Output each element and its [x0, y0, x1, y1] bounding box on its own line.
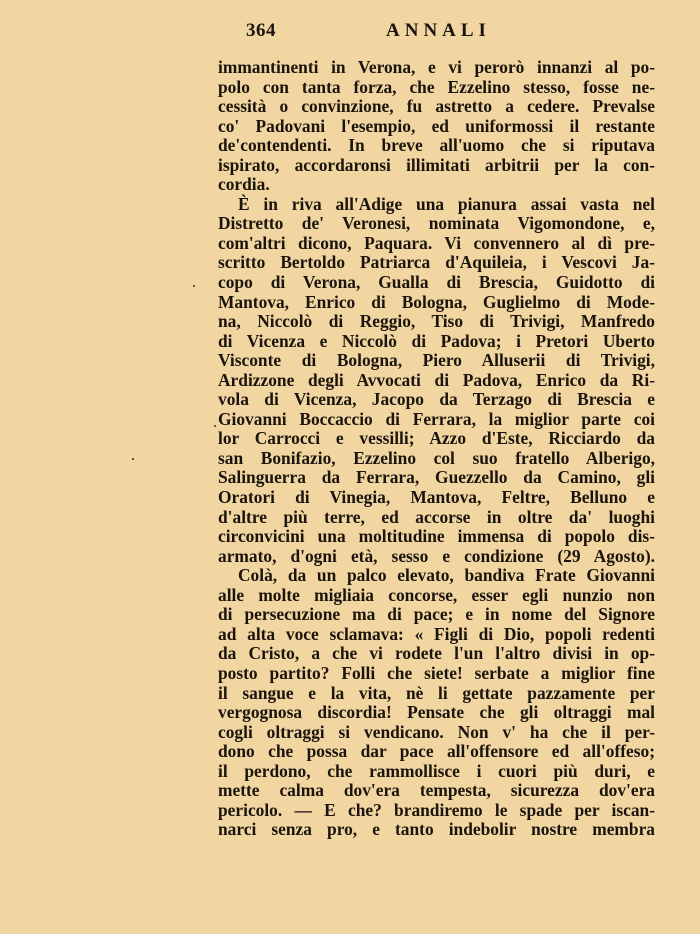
text-line: ispirato, accordaronsi illimitati arbitrii per la con- [218, 154, 655, 175]
text-line: Mantova, Enrico di Bologna, Guglielmo di Mode- [218, 291, 655, 312]
text-line: copo di Verona, Gualla di Brescia, Guidotto di [218, 272, 655, 293]
text-line: na, Niccolò di Reggio, Tiso di Trivigi, Manfredo [218, 311, 655, 332]
text-line: Salinguerra da Ferrara, Guezzello da Camino, gli [218, 467, 655, 488]
text-line: Distretto de' Veronesi, nominata Vigomondone, e, [218, 213, 655, 234]
text-line: posto partito? Folli che siete! serbate a miglior fine [218, 662, 655, 683]
text-line: Visconte di Bologna, Piero Alluserii di Trivigi, [218, 350, 655, 371]
text-line: È in riva all'Adige una pianura assai vasta nel [238, 193, 655, 214]
text-line: vergognosa discordia! Pensate che gli oltraggi mal [218, 702, 655, 723]
text-line: co' Padovani l'esempio, ed uniformossi il restante [218, 115, 655, 136]
text-line: ad alta voce sclamava: « Figli di Dio, popoli redenti [218, 623, 655, 644]
text-line: pericolo. — E che? brandiremo le spade per iscan- [218, 799, 655, 820]
text-line: Ardizzone degli Avvocati di Padova, Enrico da Ri- [218, 369, 655, 390]
text-line: armato, d'ogni età, sesso e condizione (29 Agosto). [218, 545, 655, 566]
page-number: 364 [246, 20, 276, 41]
text-line: immantinenti in Verona, e vi perorò innanzi al po- [218, 57, 655, 77]
text-line: cessità o convinzione, fu astretto a cedere. Prevalse [218, 96, 655, 117]
text-line: cogli oltraggi si vendicano. Non v' ha che il per- [218, 721, 655, 742]
text-line: alle molte migliaia concorse, esser egli nunzio non [218, 584, 655, 605]
page-header [246, 20, 506, 46]
body-text [218, 58, 655, 840]
text-line: polo con tanta forza, che Ezzelino stesso, fosse ne- [218, 76, 655, 97]
text-line: com'altri dicono, Paquara. Vi convennero al dì pre- [218, 232, 655, 253]
text-line: san Bonifazio, Ezzelino col suo fratello Alberigo, [218, 447, 655, 468]
text-line: vola di Vicenza, Jacopo da Terzago di Brescia e [218, 389, 655, 410]
text-line: mette calma dov'era tempesta, sicurezza dov'era [218, 780, 655, 801]
text-line: narci senza pro, e tanto indebolir nostre membra [218, 819, 655, 840]
margin-speck [214, 425, 216, 427]
text-line: lor Carrocci e vessilli; Azzo d'Este, Ricciardo da [218, 428, 655, 449]
text-line: di Vicenza e Niccolò di Padova; i Pretori Uberto [218, 330, 655, 351]
margin-speck [193, 285, 195, 287]
running-head: ANNALI [386, 20, 491, 41]
text-line: scritto Bertoldo Patriarca d'Aquileia, i Vescovi Ja- [218, 252, 655, 273]
text-line: Giovanni Boccaccio di Ferrara, la miglior parte coi [218, 408, 655, 429]
text-line: dono che possa dar pace all'offensore ed all'offeso; [218, 741, 655, 762]
text-line: Colà, da un palco elevato, bandiva Frate Giovanni [238, 565, 655, 586]
text-line: il perdono, che rammollisce i cuori più duri, e [218, 760, 655, 781]
text-line: Oratori di Vinegia, Mantova, Feltre, Belluno e [218, 487, 655, 508]
text-line: il sangue e la vita, nè li gettate pazzamente per [218, 682, 655, 703]
text-line: circonvicini una moltitudine immensa di popolo dis- [218, 526, 655, 547]
text-line: da Cristo, a che vi rodete l'un l'altro divisi in op- [218, 643, 655, 664]
margin-speck [132, 458, 134, 460]
text-line: cordia. [218, 174, 270, 195]
text-line: di persecuzione ma di pace; e in nome del Signore [218, 604, 655, 625]
text-line: d'altre più terre, ed accorse in oltre da' luoghi [218, 506, 655, 527]
text-line: de'contendenti. In breve all'uomo che si riputava [218, 135, 655, 156]
